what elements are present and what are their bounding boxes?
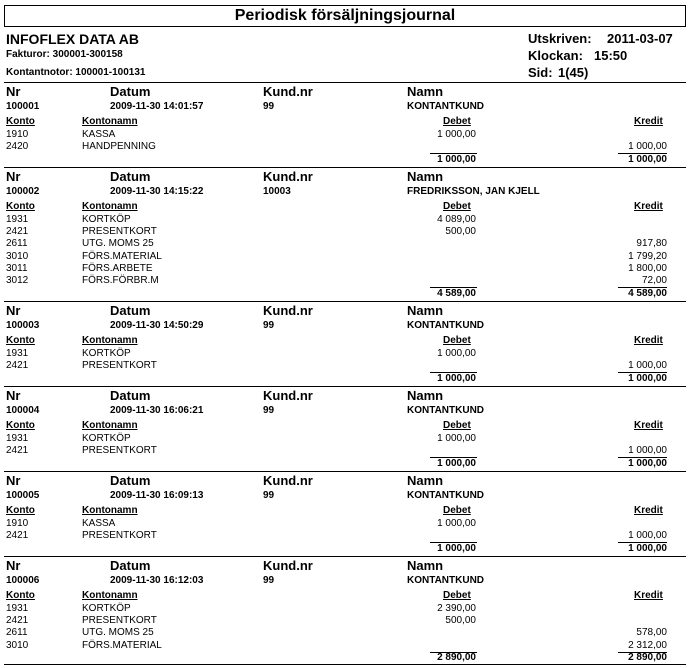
total-debet: 2 890,00 xyxy=(437,652,476,664)
nr-header: Nr xyxy=(6,388,21,403)
row-kredit: 2 312,00 xyxy=(628,639,667,651)
row-kredit: 578,00 xyxy=(636,627,667,639)
konto-header: Konto xyxy=(6,116,35,127)
row-kontonamn: PRESENTKORT xyxy=(82,530,157,542)
row-debet: 4 089,00 xyxy=(437,214,476,225)
namn-header: Namn xyxy=(407,388,444,403)
row-kontonamn: FÖRS.ARBETE xyxy=(82,262,153,274)
row-kontonamn: FÖRS.FÖRBR.M xyxy=(82,275,159,286)
section-divider xyxy=(4,301,686,302)
company-name: INFOFLEX DATA AB xyxy=(6,31,139,47)
kredit-header: Kredit xyxy=(634,335,663,346)
kredit-header: Kredit xyxy=(634,201,663,212)
entry-namn: KONTANTKUND xyxy=(407,320,485,331)
kundnr-header: Kund.nr xyxy=(263,388,313,403)
kontonamn-header: Kontonamn xyxy=(82,335,138,346)
entry-namn: FREDRIKSSON, JAN KJELL xyxy=(407,186,540,197)
datum-header: Datum xyxy=(110,558,151,573)
row-kredit: 72,00 xyxy=(641,275,667,286)
total-debet: 4 589,00 xyxy=(437,287,476,299)
entry-kundnr: 99 xyxy=(263,405,275,416)
debet-header: Debet xyxy=(443,420,471,431)
row-konto: 2421 xyxy=(6,360,29,372)
row-kredit: 1 799,20 xyxy=(628,250,667,262)
row-kontonamn: PRESENTKORT xyxy=(82,445,157,457)
row-konto: 2611 xyxy=(6,627,28,639)
entry-nr: 100002 xyxy=(6,186,40,197)
utskriven-value: 2011-03-07 xyxy=(607,31,673,46)
row-konto: 1931 xyxy=(6,214,29,225)
entry-kundnr: 99 xyxy=(263,320,275,331)
row-kontonamn: PRESENTKORT xyxy=(82,615,157,627)
row-konto: 1910 xyxy=(6,518,29,529)
kredit-header: Kredit xyxy=(634,116,663,127)
row-debet: 500,00 xyxy=(445,615,476,627)
row-kontonamn: KORTKÖP xyxy=(82,348,131,359)
entry-datum: 2009-11-30 14:50:29 xyxy=(110,320,204,331)
klockan-label: Klockan: xyxy=(528,48,583,63)
debet-header: Debet xyxy=(443,505,471,516)
row-debet: 500,00 xyxy=(445,226,476,238)
debet-header: Debet xyxy=(443,335,471,346)
konto-header: Konto xyxy=(6,201,35,212)
row-kontonamn: KORTKÖP xyxy=(82,214,131,225)
kundnr-header: Kund.nr xyxy=(263,84,313,99)
section-divider xyxy=(4,664,686,665)
row-konto: 2421 xyxy=(6,445,29,457)
row-kontonamn: HANDPENNING xyxy=(82,141,156,153)
nr-header: Nr xyxy=(6,303,21,318)
konto-header: Konto xyxy=(6,590,35,601)
nr-header: Nr xyxy=(6,84,21,99)
entry-namn: KONTANTKUND xyxy=(407,575,485,586)
entry-namn: KONTANTKUND xyxy=(407,490,485,501)
total-kredit: 1 000,00 xyxy=(628,372,667,384)
sid-label: Sid: xyxy=(528,65,553,80)
row-kontonamn: UTG. MOMS 25 xyxy=(82,238,154,250)
row-konto: 2421 xyxy=(6,226,29,238)
row-konto: 1931 xyxy=(6,433,29,444)
row-konto: 1931 xyxy=(6,603,29,614)
kundnr-header: Kund.nr xyxy=(263,169,313,184)
namn-header: Namn xyxy=(407,473,444,488)
row-konto: 3010 xyxy=(6,250,29,262)
total-kredit: 1 000,00 xyxy=(628,457,667,469)
total-debet: 1 000,00 xyxy=(437,153,476,165)
debet-header: Debet xyxy=(443,201,471,212)
total-kredit: 2 890,00 xyxy=(628,652,667,664)
total-kredit: 1 000,00 xyxy=(628,542,667,554)
konto-header: Konto xyxy=(6,420,35,431)
section-divider xyxy=(4,82,686,83)
row-kredit: 1 800,00 xyxy=(628,262,667,274)
entry-nr: 100005 xyxy=(6,490,40,501)
namn-header: Namn xyxy=(407,169,444,184)
utskriven-label: Utskriven: xyxy=(528,31,592,46)
entry-datum: 2009-11-30 14:01:57 xyxy=(110,101,204,112)
row-kredit: 1 000,00 xyxy=(628,360,667,372)
row-kredit: 917,80 xyxy=(636,238,667,250)
section-divider xyxy=(4,167,686,168)
row-konto: 3011 xyxy=(6,262,28,274)
kredit-header: Kredit xyxy=(634,420,663,431)
row-kontonamn: UTG. MOMS 25 xyxy=(82,627,154,639)
datum-header: Datum xyxy=(110,388,151,403)
row-kontonamn: KASSA xyxy=(82,518,116,529)
row-kredit: 1 000,00 xyxy=(628,141,667,153)
entry-kundnr: 10003 xyxy=(263,186,291,197)
row-kontonamn: FÖRS.MATERIAL xyxy=(82,250,162,262)
nr-header: Nr xyxy=(6,169,21,184)
row-konto: 1910 xyxy=(6,129,29,140)
entry-nr: 100006 xyxy=(6,575,40,586)
row-kontonamn: KASSA xyxy=(82,129,116,140)
entry-nr: 100003 xyxy=(6,320,40,331)
row-konto: 2421 xyxy=(6,530,29,542)
konto-header: Konto xyxy=(6,335,35,346)
konto-header: Konto xyxy=(6,505,35,516)
kontonamn-header: Kontonamn xyxy=(82,590,138,601)
row-kredit: 1 000,00 xyxy=(628,445,667,457)
report-title: Periodisk försäljningsjournal xyxy=(4,5,686,27)
row-konto: 1931 xyxy=(6,348,29,359)
fakturor-range: Fakturor: 300001-300158 xyxy=(6,49,123,60)
section-divider xyxy=(4,556,686,557)
namn-header: Namn xyxy=(407,558,444,573)
kontantnotor-range: Kontantnotor: 100001-100131 xyxy=(6,67,146,78)
row-kontonamn: FÖRS.MATERIAL xyxy=(82,639,162,651)
kredit-header: Kredit xyxy=(634,590,663,601)
row-konto: 3012 xyxy=(6,275,29,286)
entry-kundnr: 99 xyxy=(263,101,275,112)
nr-header: Nr xyxy=(6,473,21,488)
namn-header: Namn xyxy=(407,303,444,318)
row-konto: 2421 xyxy=(6,615,29,627)
kundnr-header: Kund.nr xyxy=(263,558,313,573)
klockan-value: 15:50 xyxy=(594,48,628,63)
row-kontonamn: PRESENTKORT xyxy=(82,226,157,238)
entry-nr: 100001 xyxy=(6,101,40,112)
entry-namn: KONTANTKUND xyxy=(407,405,485,416)
datum-header: Datum xyxy=(110,84,151,99)
debet-header: Debet xyxy=(443,590,471,601)
row-kontonamn: KORTKÖP xyxy=(82,603,131,614)
kontonamn-header: Kontonamn xyxy=(82,505,138,516)
datum-header: Datum xyxy=(110,473,151,488)
kontonamn-header: Kontonamn xyxy=(82,116,138,127)
row-kontonamn: PRESENTKORT xyxy=(82,360,157,372)
total-kredit: 1 000,00 xyxy=(628,153,667,165)
total-kredit: 4 589,00 xyxy=(628,287,667,299)
entry-kundnr: 99 xyxy=(263,575,275,586)
entry-datum: 2009-11-30 16:09:13 xyxy=(110,490,204,501)
entry-datum: 2009-11-30 16:06:21 xyxy=(110,405,204,416)
entry-nr: 100004 xyxy=(6,405,40,416)
row-debet: 1 000,00 xyxy=(437,433,476,444)
sid-value: 1(45) xyxy=(558,65,589,80)
namn-header: Namn xyxy=(407,84,444,99)
entry-datum: 2009-11-30 14:15:22 xyxy=(110,186,204,197)
total-debet: 1 000,00 xyxy=(437,457,476,469)
entry-namn: KONTANTKUND xyxy=(407,101,485,112)
total-debet: 1 000,00 xyxy=(437,542,476,554)
entry-kundnr: 99 xyxy=(263,490,275,501)
row-konto: 3010 xyxy=(6,639,29,651)
row-kredit: 1 000,00 xyxy=(628,530,667,542)
datum-header: Datum xyxy=(110,169,151,184)
kontonamn-header: Kontonamn xyxy=(82,420,138,431)
kundnr-header: Kund.nr xyxy=(263,473,313,488)
entry-datum: 2009-11-30 16:12:03 xyxy=(110,575,204,586)
section-divider xyxy=(4,471,686,472)
total-debet: 1 000,00 xyxy=(437,372,476,384)
kredit-header: Kredit xyxy=(634,505,663,516)
section-divider xyxy=(4,386,686,387)
kundnr-header: Kund.nr xyxy=(263,303,313,318)
nr-header: Nr xyxy=(6,558,21,573)
datum-header: Datum xyxy=(110,303,151,318)
kontonamn-header: Kontonamn xyxy=(82,201,138,212)
row-konto: 2611 xyxy=(6,238,28,250)
row-debet: 2 390,00 xyxy=(437,603,476,614)
row-debet: 1 000,00 xyxy=(437,348,476,359)
row-debet: 1 000,00 xyxy=(437,518,476,529)
row-kontonamn: KORTKÖP xyxy=(82,433,131,444)
row-debet: 1 000,00 xyxy=(437,129,476,140)
row-konto: 2420 xyxy=(6,141,29,153)
debet-header: Debet xyxy=(443,116,471,127)
